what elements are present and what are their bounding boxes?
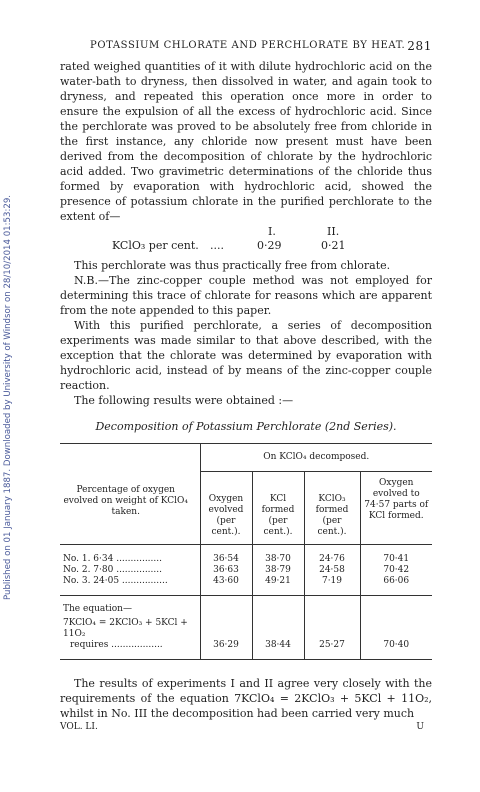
row-label: No. 2. 7·80 ................ xyxy=(63,565,162,575)
row-label: No. 3. 24·05 ................ xyxy=(60,576,200,596)
paragraph-2: This perchlorate was thus practically free from chlorate. xyxy=(74,259,391,272)
row-kclo3: 24·76 xyxy=(304,545,360,566)
running-header xyxy=(60,40,432,58)
equation-row xyxy=(60,640,432,660)
col4-header: Oxygen evolved to 74·57 parts of KCl formed. xyxy=(360,472,432,545)
col2-header: KCl formed (per cent.). xyxy=(252,472,304,545)
row-o2: 36·54 xyxy=(200,545,252,566)
page-content xyxy=(60,40,432,736)
equation-kclo3: 25·27 xyxy=(304,640,360,660)
equation-label: requires .................. xyxy=(60,640,200,660)
value-ii: 0·21 xyxy=(321,239,346,252)
column-ii-label: II. xyxy=(327,225,340,238)
paragraph-4: With this purified perchlorate, a series of decomposition experiments was made similar to that above described, with the exception that the chlorate was determined by evaporation with hydrochloric acid, instead of by means of the zinc-copper couple reaction. xyxy=(60,319,432,392)
header-blank xyxy=(60,444,200,472)
leader-dots: .... xyxy=(210,239,224,252)
download-watermark xyxy=(0,0,18,792)
row-ratio: 70·41 xyxy=(360,545,432,566)
volume-label: VOL. LI. xyxy=(60,722,98,732)
row-ratio: 70·42 xyxy=(360,565,432,576)
table-row xyxy=(60,565,432,576)
row-kcl: 49·21 xyxy=(252,576,304,596)
row-o2: 36·63 xyxy=(200,565,252,576)
header-title: POTASSIUM CHLORATE AND PERCHLORATE BY HEAT. xyxy=(90,40,406,51)
page-footer xyxy=(60,722,432,736)
paragraph-1: rated weighed quantities of it with dilute hydrochloric acid on the water-bath to dryness, then dissolved in water, and again took to dryness, and repeated this operation once more in order to ensure the expulsion of all the excess of hydrochloric acid. Since the perchlorate was proved to be absolutely free from chloride in the first instance, any chloride now present must have been derived from the decomposition of chlorate by the hydrochloric acid added. Two gravimetric determinations of the chloride thus formed by evaporation with hydrochloric acid, showed the presence of potassium chlorate in the purified perchlorate to the extent of— xyxy=(60,60,432,223)
row-kclo3: 24·58 xyxy=(304,565,360,576)
col3-header: KClO₃ formed (per cent.). xyxy=(304,472,360,545)
value-i: 0·29 xyxy=(257,239,282,252)
equation-intro: The equation— xyxy=(63,604,132,614)
paragraph-3: N.B.—The zinc-copper couple method was not employed for determining this trace of chlorate for reasons which are apparent from the note appended to this paper. xyxy=(60,274,432,317)
row-kclo3: 7·19 xyxy=(304,576,360,596)
results-table xyxy=(60,443,432,660)
kclo3-label: KClO₃ per cent. xyxy=(112,239,199,252)
table-row xyxy=(60,545,432,566)
paragraph-5: The following results were obtained :— xyxy=(74,394,294,407)
page-number: 281 xyxy=(407,39,432,53)
row-ratio: 66·06 xyxy=(360,576,432,596)
table-caption: Decomposition of Potassium Perchlorate (2nd Series). xyxy=(95,420,397,433)
equation-ratio: 70·40 xyxy=(360,640,432,660)
equation-formula: 7KClO₄ = 2KClO₃ + 5KCl + 11O₂ xyxy=(63,618,188,639)
row-label: No. 1. 6·34 ................ xyxy=(63,554,162,564)
column-i-label: I. xyxy=(268,225,276,238)
table-row xyxy=(60,576,432,596)
paragraph-6: The results of experiments I and II agree very closely with the requirements of the equation 7KClO₄ = 2KClO₃ + 5KCl + 11O₂, whilst in No. III the decomposition had been carried very much xyxy=(60,677,432,720)
signature-mark: U xyxy=(416,722,424,732)
chlorate-result xyxy=(60,224,432,254)
watermark-text: Published on 01 January 1887. Downloaded by University of Windsor on 28/10/2014 01:53:29. xyxy=(3,194,13,600)
equation-kcl: 38·44 xyxy=(252,640,304,660)
col1-header: Oxygen evolved (per cent.). xyxy=(200,472,252,545)
row-o2: 43·60 xyxy=(200,576,252,596)
row-kcl: 38·79 xyxy=(252,565,304,576)
col0-header: Percentage of oxygen evolved on weight of KClO₄ taken. xyxy=(60,472,200,545)
group-header: On KClO₄ decomposed. xyxy=(200,444,432,472)
equation-o2: 36·29 xyxy=(200,640,252,660)
row-kcl: 38·70 xyxy=(252,545,304,566)
